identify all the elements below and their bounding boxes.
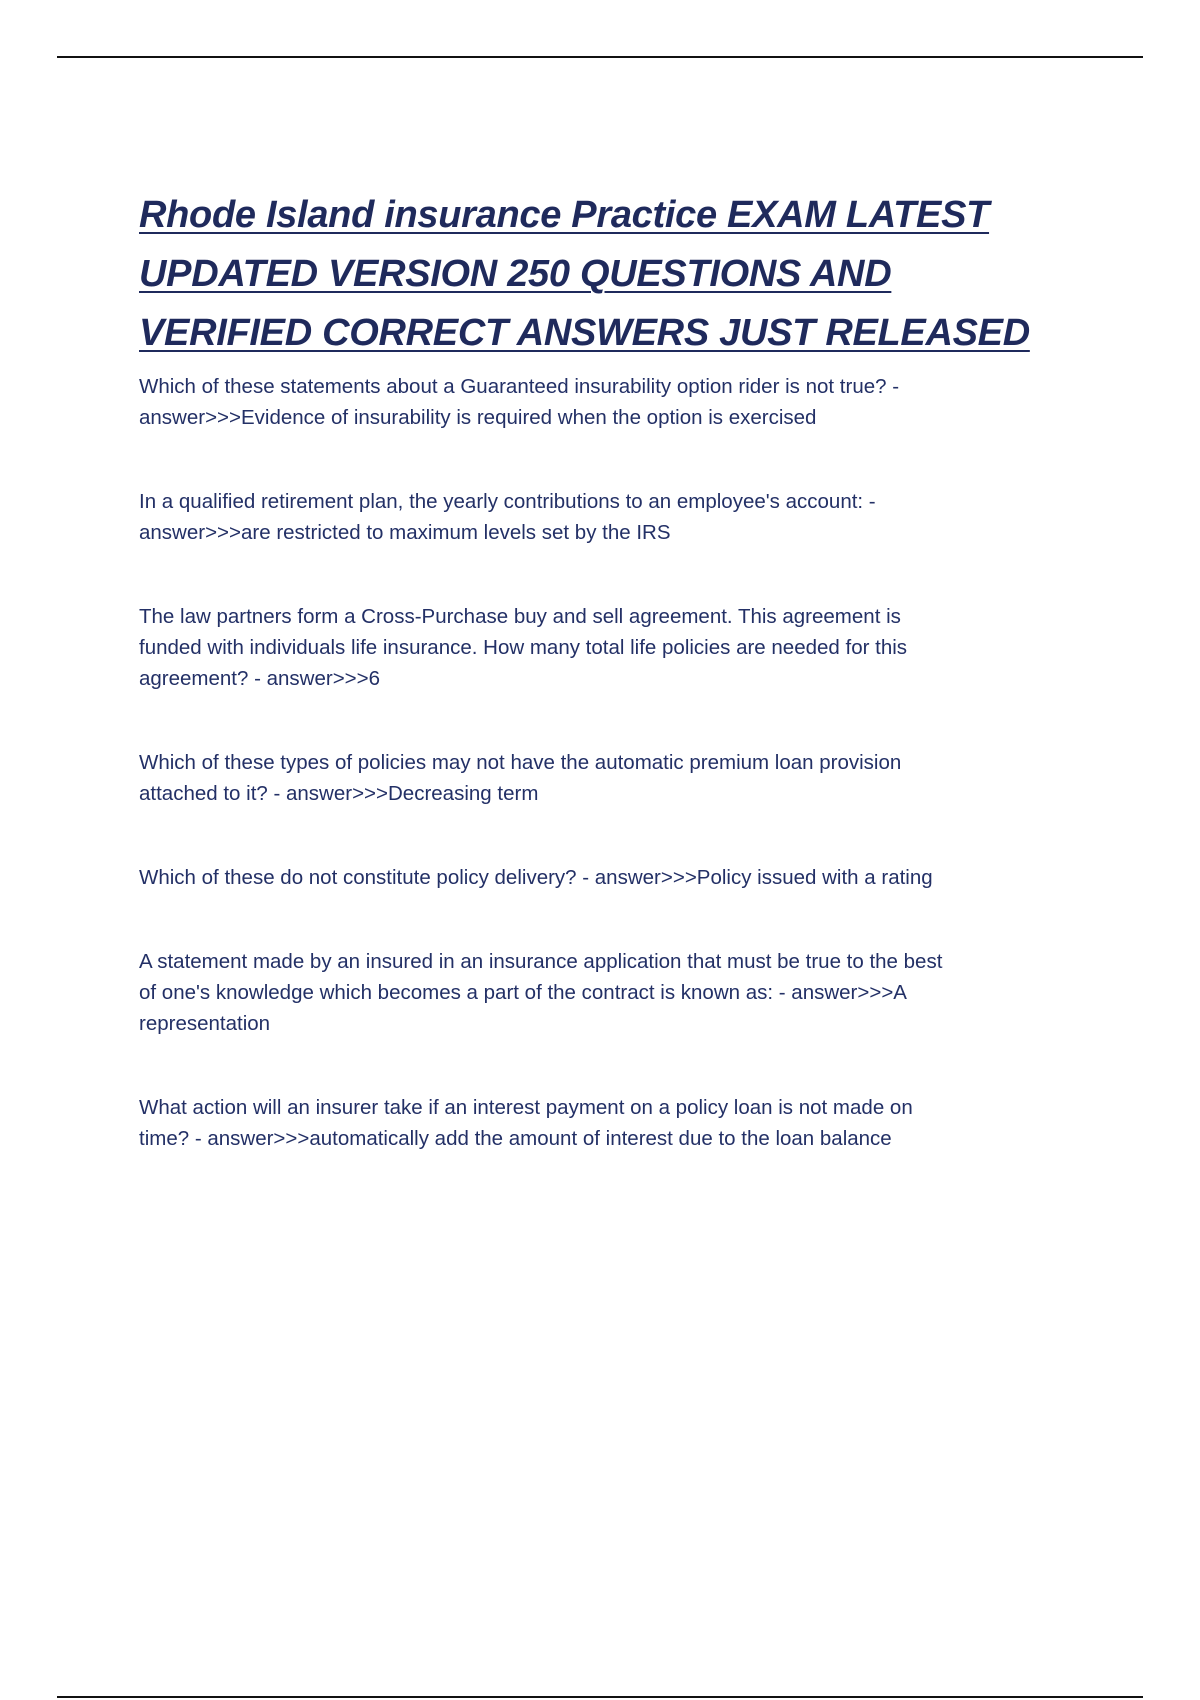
qa-line: agreement? - answer>>>6 <box>139 667 381 690</box>
qa-line: The law partners form a Cross-Purchase buy and sell agreement. This agreement is <box>139 605 901 628</box>
qa-line: Which of these statements about a Guaranteed insurability option rider is not true? - <box>139 375 900 398</box>
qa-line: answer>>>are restricted to maximum levels set by the IRS <box>139 521 671 544</box>
title-line: VERIFIED CORRECT ANSWERS JUST RELEASED <box>139 312 1030 354</box>
document-body <box>139 186 1039 1207</box>
question-answer-item <box>139 862 1039 893</box>
question-answer-item <box>139 946 1039 1039</box>
qa-line: A statement made by an insured in an insurance application that must be true to the best <box>139 950 943 973</box>
qa-line: What action will an insurer take if an interest payment on a policy loan is not made on <box>139 1096 913 1119</box>
bottom-rule <box>57 1696 1143 1698</box>
qa-line: In a qualified retirement plan, the yearly contributions to an employee's account: - <box>139 490 876 513</box>
document-title <box>139 186 1039 363</box>
qa-line: attached to it? - answer>>>Decreasing term <box>139 782 539 805</box>
qa-line: funded with individuals life insurance. How many total life policies are needed for this <box>139 636 908 659</box>
question-answer-item <box>139 747 1039 809</box>
top-rule <box>57 56 1143 58</box>
question-answer-list <box>139 371 1039 1154</box>
qa-line: answer>>>Evidence of insurability is required when the option is exercised <box>139 406 817 429</box>
question-answer-item <box>139 601 1039 694</box>
qa-line: time? - answer>>>automatically add the amount of interest due to the loan balance <box>139 1127 892 1150</box>
qa-line: representation <box>139 1012 271 1035</box>
qa-line: of one's knowledge which becomes a part of the contract is known as: - answer>>>A <box>139 981 907 1004</box>
question-answer-item <box>139 486 1039 548</box>
question-answer-item <box>139 1092 1039 1154</box>
qa-line: Which of these types of policies may not have the automatic premium loan provision <box>139 751 902 774</box>
title-line: Rhode Island insurance Practice EXAM LATEST <box>139 194 990 236</box>
title-line: UPDATED VERSION 250 QUESTIONS AND <box>139 253 892 295</box>
qa-line: Which of these do not constitute policy delivery? - answer>>>Policy issued with a rating <box>139 866 933 889</box>
question-answer-item <box>139 371 1039 433</box>
